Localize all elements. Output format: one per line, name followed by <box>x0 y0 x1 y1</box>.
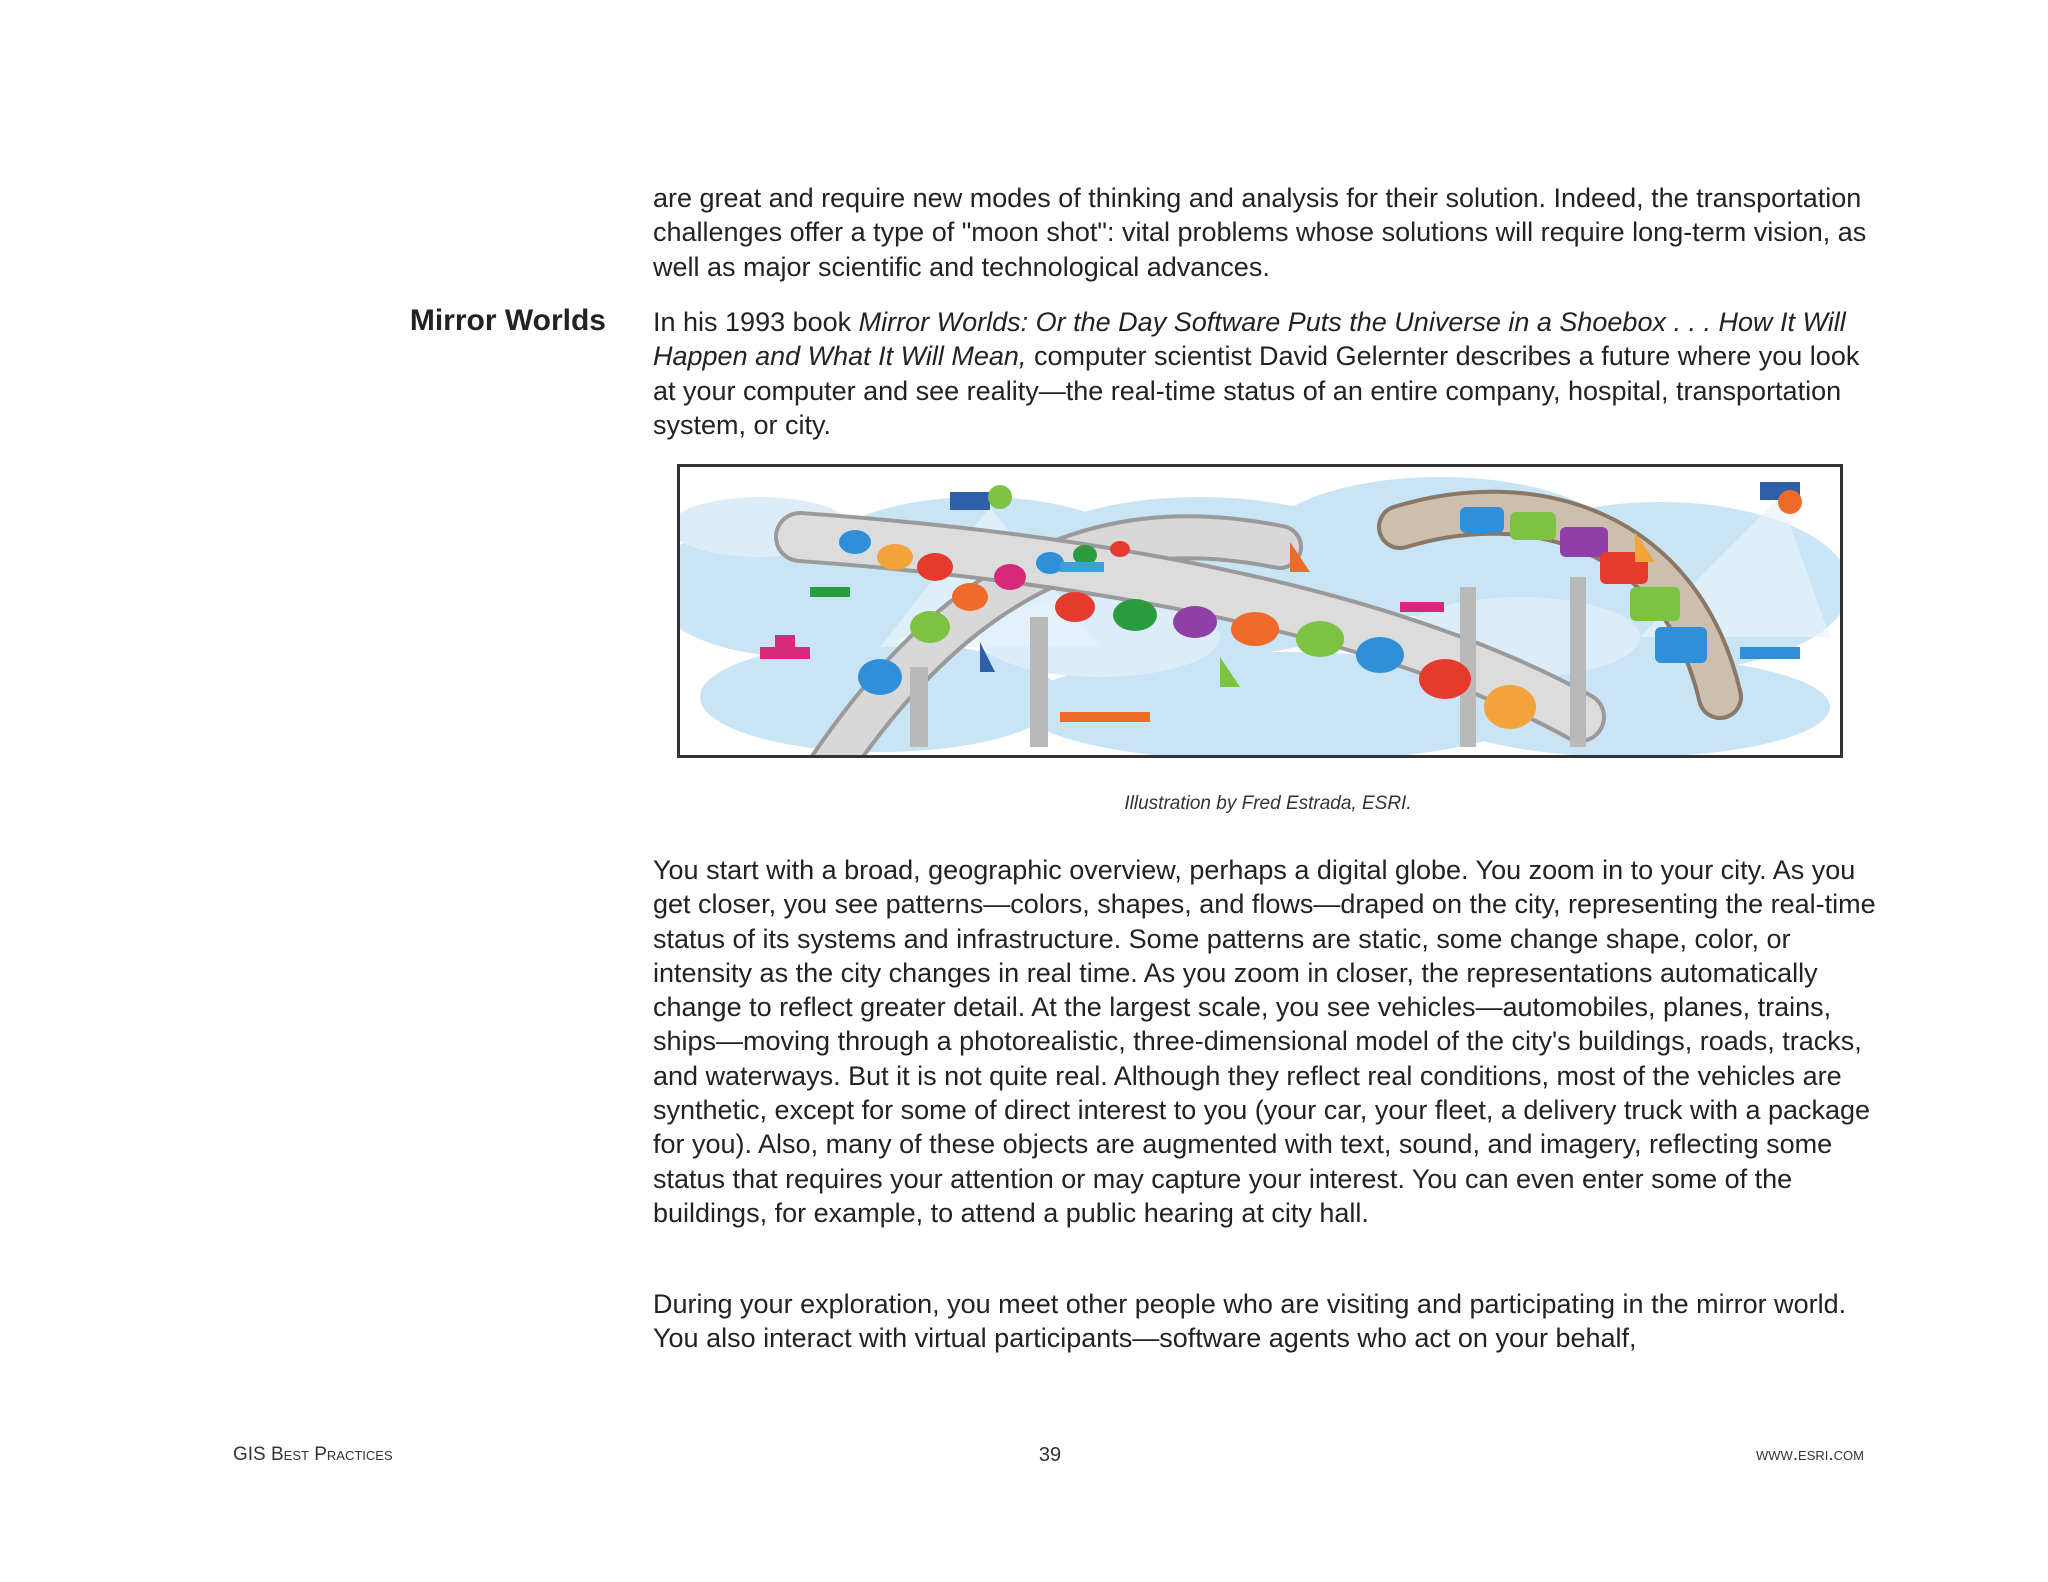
body-paragraph-2: During your exploration, you meet other people who are visiting and participating in the mirror world. You also interact with virtual participants—software agents who act on your behalf, <box>653 1289 1847 1354</box>
intro-paragraph: are great and require new modes of thinking and analysis for their solution. Indeed, the transportation challenges offer a type of "moon shot": vital problems whose solutions will require long-term vision, as well as major scientific and technological advances. <box>653 183 1867 282</box>
paragraph-lead: In his 1993 book <box>653 307 859 337</box>
paragraph-rest: computer scientist David Gelernter describes a future where you look at your computer and see reality—the real-time status of an entire company, hospital, transportation system, or city. <box>653 341 1860 440</box>
footer-book-title: GIS Best Practices <box>233 1444 393 1465</box>
traffic-illustration <box>680 467 1840 755</box>
footer-website: www.esri.com <box>1755 1444 1864 1465</box>
section-heading: Mirror Worlds <box>409 304 606 337</box>
book-title: Mirror Worlds: Or the Day Software Puts the Universe in a Shoebox . . . How It Will Happen and What It Will Mean, <box>653 307 1846 372</box>
figure-caption: Illustration by Fred Estrada, ESRI. <box>1124 793 1412 814</box>
body-paragraph-1: You start with a broad, geographic overview, perhaps a digital globe. You zoom in to your city. As you get closer, you see patterns—colors, shapes, and flows—draped on the city, representing the real-time status of its systems and infrastructure. Some patterns are static, some change shape, color, or intensity as the city changes in real time. As you zoom in closer, the representations automatically change to reflect greater detail. At the largest scale, you see vehicles—automobiles, planes, trains, ships—moving through a photorealistic, three-dimensional model of the city's buildings, roads, tracks, and waterways. But it is not quite real. Although they reflect real conditions, most of the vehicles are synthetic, except for some of direct interest to you (your car, your fleet, a delivery truck with a package for you). Also, many of these objects are augmented with text, sound, and imagery, reflecting some status that requires your attention or may capture your interest. You can even enter some of the buildings, for example, to attend a public hearing at city hall. <box>653 855 1876 1228</box>
illustration-frame <box>677 464 1843 758</box>
mirror-worlds-paragraph <box>653 305 1883 442</box>
page-number: 39 <box>1038 1444 1062 1466</box>
